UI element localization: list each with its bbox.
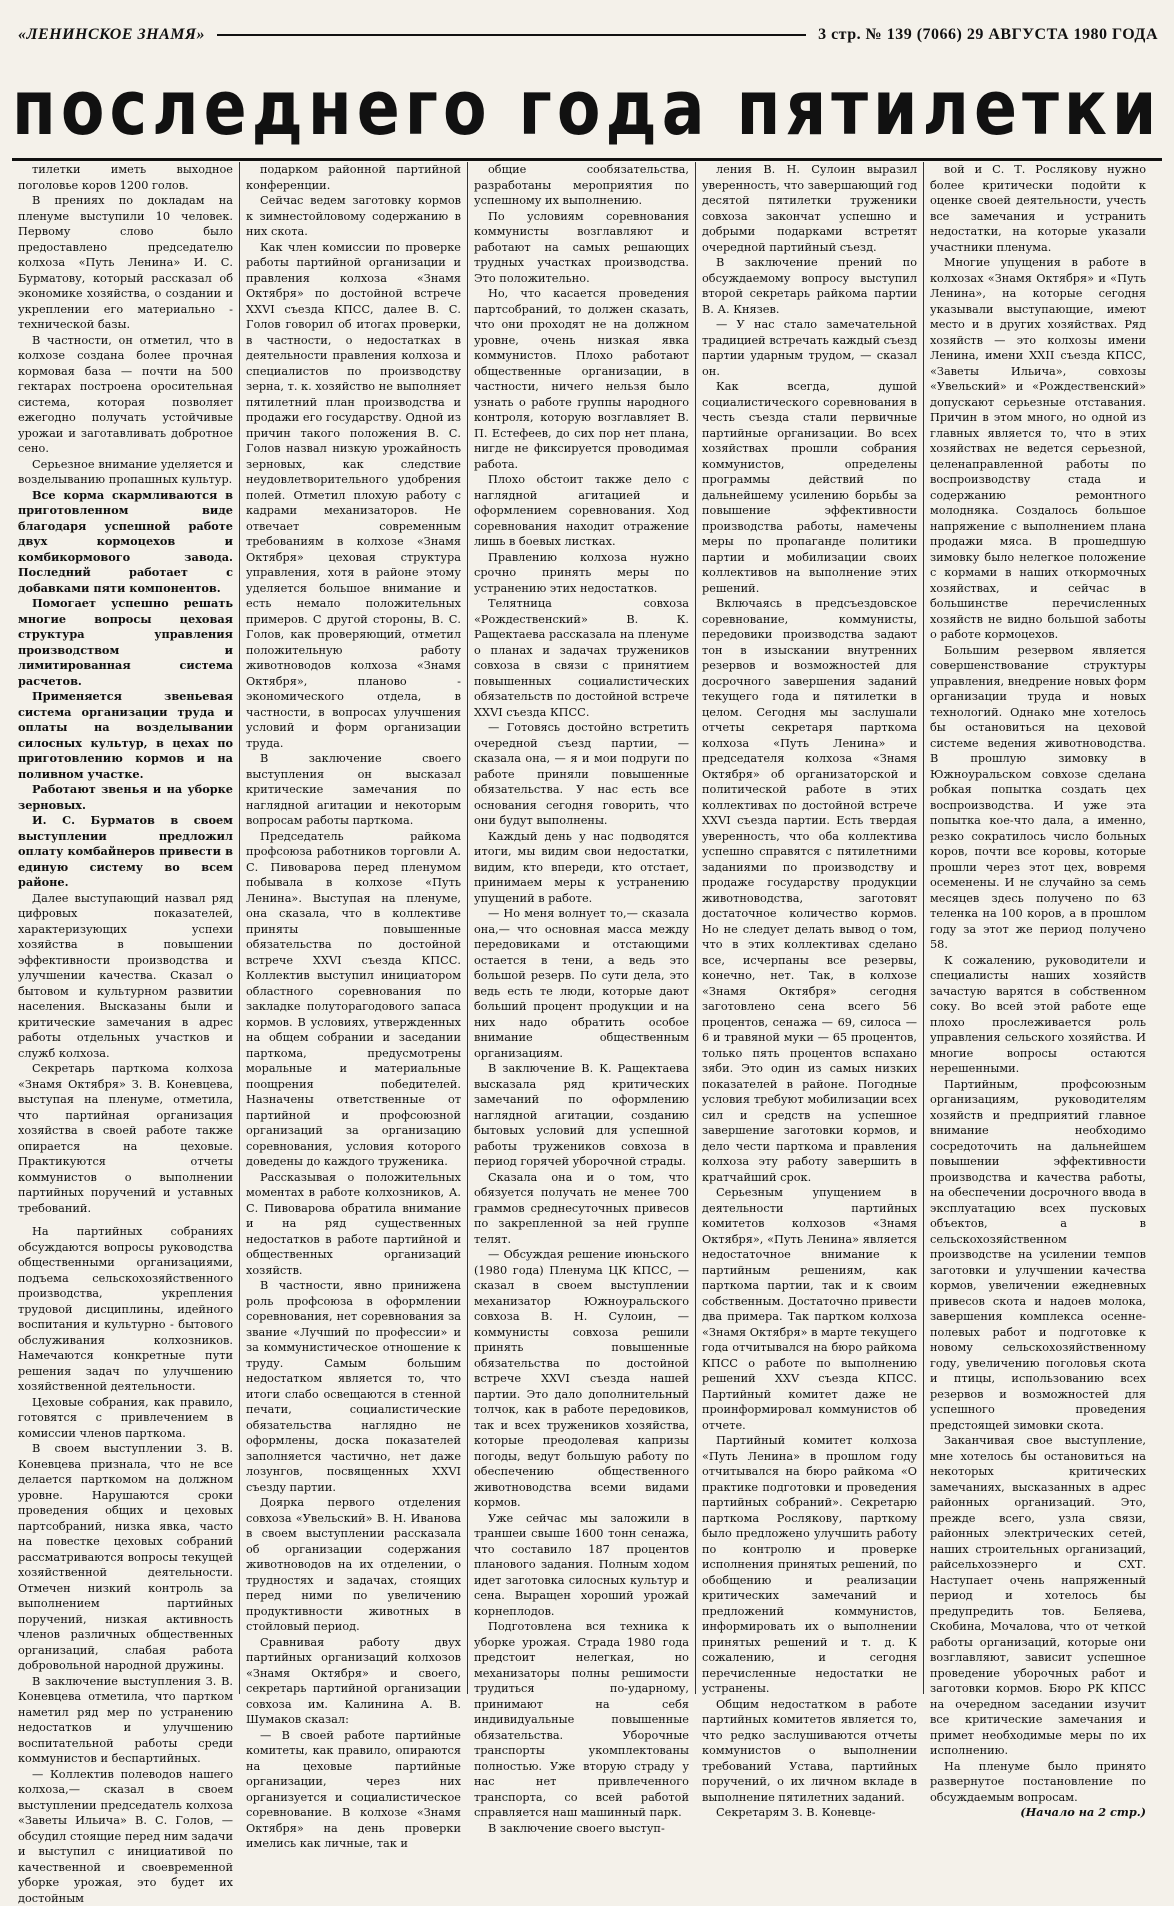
paragraph: (Начало на 2 стр.) (930, 1805, 1146, 1821)
paragraph: Серьезное внимание уделяется и возделыванию пропашных культур. (18, 457, 233, 488)
paragraph: вой и С. Т. Рослякову нужно более критически подойти к оценке своей деятельности, учесть все замечания и устранить недостатки, на которые указали участники пленума. (930, 162, 1146, 255)
paragraph: Рассказывая о положительных моментах в работе колхозников, А. С. Пивоварова обратила внимание и на ряд существенных недостатков в работе партийной и общественных организаций хозяйств. (246, 1170, 461, 1279)
paragraph: — Коллектив полеводов нашего колхоза,— сказал в своем выступлении председатель колхоза «Заветы Ильича» В. С. Голов, — обсудил стоящие перед ним задачи и выступил с инициативой по качественной и своевременной уборке урожая, это будет их достойным (18, 1767, 233, 1906)
paragraph: Уже сейчас мы заложили в траншеи свыше 1600 тонн сенажа, что составило 187 процентов планового задания. Полным ходом идет заготовка силосных культур и сена. Выращен хороший урожай корнеплодов. (474, 1511, 689, 1620)
paragraph: В прениях по докладам на пленуме выступили 10 человек. Первому слово было предоставлено председателю колхоза «Путь Ленина» И. С. Бурматову, который рассказал об экономике хозяйства, о создании и укреплении его материально - технической базы. (18, 193, 233, 333)
paragraph: В частности, явно принижена роль профсоюза в оформлении соревнования, нет соревнования за звание «Лучший по профессии» и за коммунистическое отношение к труду. Самым большим недостатком является то, что итоги слабо освещаются в стенной печати, социалистические обязательства наглядно не оформлены, доска показателей заполняется частично, нет даже лозунгов, посвященных XXVI съезду партии. (246, 1278, 461, 1495)
newspaper-name: «ЛЕНИНСКОЕ ЗНАМЯ» (18, 26, 205, 44)
paragraph: Но, что касается проведения партсобраний, то должен сказать, что они проходят не на должном уровне, очень низкая явка коммунистов. Плохо работают общественные организации, в частности, ничего нельзя было узнать о работе группы народного контроля, которую возглавляет В. П. Естефеев, до сих пор нет плана, нигде не фиксируется проводимая работа. (474, 286, 689, 472)
paragraph: Плохо обстоит также дело с наглядной агитацией и оформлением соревнования. Ход соревнования находит отражение лишь в боевых листках. (474, 472, 689, 550)
paragraph: — Обсуждая решение июньского (1980 года) Пленума ЦК КПСС, — сказал в своем выступлении механизатор Южноуральского совхоза В. Н. Сулоин, — коммунисты совхоза решили принять повышенные обязательства по достойной встрече XXVI съезда нашей партии. Это дало дополнительный толчок, как в работе передовиков, так и всех тружеников хозяйства, которые преодолевая капризы погоды, ведут большую работу по обеспечению общественного животноводства всеми видами кормов. (474, 1247, 689, 1511)
paragraph: Далее выступающий назвал ряд цифровых показателей, характеризующих успехи хозяйства в повышении эффективности производства и улучшении качества. Сказал о бытовом и культурном развитии населения. Высказаны были и критические замечания в адрес работы отдельных участков и служб колхоза. (18, 891, 233, 1062)
paragraph: К сожалению, руководители и специалисты наших хозяйств зачастую варятся в собственном соку. Во всей этой работе еще плохо прослеживается роль управления сельского хозяйства. И многие вопросы остаются нерешенными. (930, 953, 1146, 1077)
paragraph: Сказала она и о том, что обязуется получать не менее 700 граммов среднесуточных привесов по закрепленной за ней группе телят. (474, 1170, 689, 1248)
paragraph: ления В. Н. Сулоин выразил уверенность, что завершающий год десятой пятилетки труженики совхоза закончат успешно и добрыми подарками встретят очередной партийный съезд. (702, 162, 917, 255)
header-rule (217, 34, 806, 36)
paragraph: Секретарям З. В. Коневце- (702, 1805, 917, 1821)
text-column-1 (12, 162, 240, 1694)
text-column-4 (696, 162, 924, 1694)
paragraph: Как всегда, душой социалистического соревнования в честь съезда стали первичные партийные организации. Во всех хозяйствах прошли собрания коммунистов, определены программы действий по дальнейшему усилению борьбы за повышение эффективности производства работы, намечены меры по пропаганде политики партии и мобилизации своих коллективов на выполнение этих решений. (702, 379, 917, 596)
paragraph: Работают звенья и на уборке зерновых. (18, 782, 233, 813)
paragraph: — В своей работе партийные комитеты, как правило, опираются на цеховые партийные организации, через них организуется и социалистическое соревнование. В колхозе «Знамя Октября» на день проверки имелись как личные, так и (246, 1728, 461, 1852)
paragraph: Сейчас ведем заготовку кормов к зимнестойловому содержанию в них скота. (246, 193, 461, 240)
paragraph: Подготовлена вся техника к уборке урожая. Страда 1980 года предстоит нелегкая, но механизаторы полны решимости трудиться по-ударному, принимают на себя индивидуальные повышенные обязательства. Уборочные транспорты укомплектованы полностью. Уже вторую страду у нас нет привлеченного транспорта, со всей работой справляется наш машинный парк. (474, 1619, 689, 1821)
paragraph: Телятница совхоза «Рождественский» В. К. Ращектаева рассказала на пленуме о планах и задачах тружеников совхоза в связи с принятием повышенных социалистических обязательств по достойной встрече XXVI съезда КПСС. (474, 596, 689, 720)
paragraph: Правлению колхоза нужно срочно принять меры по устранению этих недостатков. (474, 550, 689, 597)
paragraph: В заключение В. К. Ращектаева высказала ряд критических замечаний по оформлению наглядной агитации, созданию бытовых условий для успешной работы тружеников совхоза в период горячей уборочной страды. (474, 1061, 689, 1170)
paragraph: — Но меня волнует то,— сказала она,— что основная масса между передовиками и отстающими остается в тени, а ведь это большой резерв. По сути дела, это ведь есть те люди, которые дают больший процент продукции и на них надо обратить особое внимание общественным организациям. (474, 906, 689, 1061)
paragraph: Заканчивая свое выступление, мне хотелось бы остановиться на некоторых критических замечаниях, высказанных в адрес районных организаций. Это, прежде всего, узла связи, районных электрических сетей, наших строительных организаций, райсельхозэнерго и СХТ. Наступает очень напряженный период и хотелось бы предупредить тов. Беляева, Скобина, Мочалова, что от четкой работы организаций, которые они возглавляют, зависит успешное проведение уборочных работ и заготовки кормов. Бюро РК КПСС на очередном заседании изучит все критические замечания и примет необходимые меры по их исполнению. (930, 1433, 1146, 1759)
paragraph: Большим резервом является совершенствование структуры управления, внедрение новых форм организации труда и новых технологий. Однако мне хотелось бы остановиться на цеховой системе ведения животноводства. В прошлую зимовку в Южноуральском совхозе сделана робкая попытка создать цех воспроизводства. И уже эта попытка кое-что дала, а именно, резко сократилось число больных коров, почти все коровы, которые прошли через этот цех, вовремя осеменены. И не случайно за семь месяцев здесь получено по 63 теленка на 100 коров, а в прошлом году за этот же период получено 58. (930, 643, 1146, 953)
paragraph: Сравнивая работу двух партийных организаций колхозов «Знамя Октября» и своего, секретарь партийной организации совхоза им. Калинина А. В. Шумаков сказал: (246, 1635, 461, 1728)
paragraph: Многие упущения в работе в колхозах «Знамя Октября» и «Путь Ленина», на которые сегодня указывали выступающие, имеют место и в других хозяйствах. Ряд хозяйств — это колхозы имени Ленина, имени XXII съезда КПСС, «Заветы Ильича», совхозы «Увельский» и «Рождественский» допускают серьезные отставания. Причин в этом много, но одной из главных является то, что в этих хозяйствах не ведется серьезной, целенаправленной работы по воспроизводству стада и содержанию ремонтного молодняка. Создалось большое напряжение с выполнением плана продажи мяса. В прошедшую зимовку было нелегкое положение с кормами в наших откормочных хозяйствах, и сейчас в большинстве перечисленных хозяйств не видно большой заботы о работе кормоцехов. (930, 255, 1146, 643)
paragraph: В своем выступлении З. В. Коневцева признала, что не все делается парткомом на должном уровне. Нарушаются сроки проведения общих и цеховых партсобраний, низка явка, часто на повестке цеховых собраний рассматриваются вопросы текущей хозяйственной деятельности. Отмечен низкий контроль за выполнением партийных поручений, низкая активность членов различных общественных организаций, слабая работа добровольной народной дружины. (18, 1441, 233, 1674)
paragraph: Партийный комитет колхоза «Путь Ленина» в прошлом году отчитывался на бюро райкома «О практике подготовки и проведения партийных собраний». Секретарю парткома Рослякову, парткому было предложено улучшить работу по контролю и проверке исполнения принятых решений, по обобщению и реализации критических замечаний и предложений коммунистов, информировать их о выполнении принятых решений и т. д. К сожалению, и сегодня перечисленные недостатки не устранены. (702, 1433, 917, 1697)
paragraph: В заключение своего выступления он высказал критические замечания по наглядной агитации и некоторым вопросам работы парткома. (246, 751, 461, 829)
paragraph: Председатель райкома профсоюза работников торговли А. С. Пивоварова перед пленумом побывала в колхозе «Путь Ленина». Выступая на пленуме, она сказала, что в коллективе приняты повышенные обязательства по достойной встрече XXVI съезда КПСС. Коллектив выступил инициатором областного соревнования по закладке полуторагодового запаса кормов. В условиях, утвержденных на общем собрании и заседании парткома, предусмотрены моральные и материальные поощрения победителей. Назначены ответственные от партийной и профсоюзной организаций за организацию соревнования, условия которого доведены до каждого труженика. (246, 829, 461, 1170)
paragraph: Как член комиссии по проверке работы партийной организации и правления колхоза «Знамя Октября» по достойной встрече XXVI съезда КПСС, далее В. С. Голов говорил об итогах проверки, в частности, о недостатках в деятельности правления колхоза и специалистов по производству зерна, т. к. хозяйство не выполняет пятилетний план производства и продажи его государству. Одной из причин такого положения В. С. Голов назвал низкую урожайность зерновых, как следствие неудовлетворительного удобрения полей. Отметил плохую работу с кадрами механизаторов. Не отвечает современным требованиям в колхозе «Знамя Октября» цеховая структура управления, хотя в районе этому уделяется большое внимание и есть немало положительных примеров. С другой стороны, В. С. Голов, как проверяющий, отметил положительную работу животноводов колхоза «Знамя Октября», планово - экономического отдела, в частности, в вопросах улучшения условий и форм организации труда. (246, 240, 461, 752)
headline: последнего года пятилетки (12, 58, 972, 158)
issue-info: 3 стр. № 139 (7066) 29 АВГУСТА 1980 ГОДА (818, 26, 1158, 44)
headline-rule (12, 158, 1162, 161)
paragraph: В заключение выступления З. В. Коневцева отметила, что партком наметил ряд мер по устранению недостатков и улучшению воспитательной работы среди коммунистов и беспартийных. (18, 1674, 233, 1767)
paragraph: подарком районной партийной конференции. (246, 162, 461, 193)
running-header (18, 22, 1158, 48)
paragraph: Цеховые собрания, как правило, готовятся с привлечением в комиссии членов парткома. (18, 1395, 233, 1442)
paragraph: Помогает успешно решать многие вопросы цеховая структура управления производством и лимитированная система расчетов. (18, 596, 233, 689)
paragraph: В заключение прений по обсуждаемому вопросу выступил второй секретарь райкома партии В. А. Князев. (702, 255, 917, 317)
text-column-5 (924, 162, 1152, 1694)
paragraph: Все корма скармливаются в приготовленном виде благодаря успешной работе двух кормоцехов и комбикормового завода. Последний работает с добавками пяти компонентов. (18, 488, 233, 597)
paragraph: — Готовясь достойно встретить очередной съезд партии, — сказала она, — я и мои подруги по работе приняли повышенные обязательства. У нас есть все основания сегодня говорить, что они будут выполнены. (474, 720, 689, 829)
paragraph: На партийных собраниях обсуждаются вопросы руководства общественными организациями, подъема сельскохозяйственного производства, укрепления трудовой дисциплины, идейного воспитания и культурно - бытового обслуживания колхозников. Намечаются конкретные пути решения задач по улучшению хозяйственной деятельности. (18, 1224, 233, 1395)
text-column-3 (468, 162, 696, 1694)
paragraph: Каждый день у нас подводятся итоги, мы видим свои недостатки, видим, кто впереди, кто отстает, принимаем меры к устранению упущений в работе. (474, 829, 689, 907)
paragraph: тилетки иметь выходное поголовье коров 1200 голов. (18, 162, 233, 193)
paragraph: В заключение своего выступ- (474, 1821, 689, 1837)
paragraph: Секретарь парткома колхоза «Знамя Октября» З. В. Коневцева, выступая на пленуме, отметила, что партийная организация хозяйства в своей работе также опирается на цеховые. Практикуются отчеты коммунистов о выполнении партийных поручений и уставных требований. (18, 1061, 233, 1216)
paragraph: И. С. Бурматов в своем выступлении предложил оплату комбайнеров привести в единую систему во всем районе. (18, 813, 233, 891)
paragraph: — У нас стало замечательной традицией встречать каждый съезд партии ударным трудом, — сказал он. (702, 317, 917, 379)
article-columns (12, 162, 1162, 1694)
paragraph: общие сообязательства, разработаны мероприятия по успешному их выполнению. (474, 162, 689, 209)
paragraph: Общим недостатком в работе партийных комитетов является то, что редко заслушиваются отчеты коммунистов о выполнении требований Устава, партийных поручений, о их личном вкладе в выполнение пятилетних заданий. (702, 1697, 917, 1806)
paragraph: По условиям соревнования коммунисты возглавляют и работают на самых решающих трудных участках производства. Это положительно. (474, 209, 689, 287)
paragraph: Доярка первого отделения совхоза «Увельский» В. Н. Иванова в своем выступлении рассказала об организации содержания животноводов на их отделении, о трудностях и задачах, стоящих перед ними по увеличению продуктивности животных в стойловый период. (246, 1495, 461, 1635)
paragraph: Применяется звеньевая система организации труда и оплаты на возделывании силосных культур, в цехах по приготовлению кормов и на поливном участке. (18, 689, 233, 782)
paragraph: В частности, он отметил, что в колхозе создана более прочная кормовая база — почти на 500 гектарах построена оросительная система, которая позволяет ежегодно получать устойчивые урожаи и заготавливать добротное сено. (18, 333, 233, 457)
paragraph: Серьезным упущением в деятельности партийных комитетов колхозов «Знамя Октября», «Путь Ленина» является недостаточное внимание к партийным решениям, как парткома партии, так и к своим собственным. Достаточно привести два примера. Так партком колхоза «Знамя Октября» в марте текущего года отчитывался на бюро райкома КПСС о работе по выполнению решений XXV съезда КПСС. Партийный комитет даже не проинформировал коммунистов об отчете. (702, 1185, 917, 1433)
paragraph: Партийным, профсоюзным организациям, руководителям хозяйств и предприятий главное внимание необходимо сосредоточить на дальнейшем повышении эффективности производства и качества работы, на обеспечении досрочного ввода в эксплуатацию всех пусковых объектов, а в сельскохозяйственном производстве на усилении темпов заготовки и улучшении качества кормов, увеличении ежедневных привесов скота и надоев молока, завершения комплекса осенне-полевых работ и подготовке к новому сельскохозяйственному году, увеличению поголовья скота и птицы, использованию всех резервов и возможностей для успешного проведения предстоящей зимовки скота. (930, 1077, 1146, 1434)
paragraph: На пленуме было принято развернутое постановление по обсуждаемым вопросам. (930, 1759, 1146, 1806)
paragraph: Включаясь в предсъездовское соревнование, коммунисты, передовики производства задают тон в изыскании внутренних резервов и возможностей для досрочного завершения заданий текущего года и пятилетки в целом. Сегодня мы заслушали отчеты секретаря парткома колхоза «Путь Ленина» и председателя колхоза «Знамя Октября» об организаторской и политической работе в этих коллективах по достойной встрече XXVI съезда партии. Есть твердая уверенность, что оба коллектива успешно справятся с пятилетними заданиями по производству и продаже государству продукции животноводства, заготовят достаточное количество кормов. Но не следует делать вывод о том, что в этих коллективах сделано все, исчерпаны все резервы, конечно, нет. Так, в колхозе «Знамя Октября» сегодня заготовлено сена всего 56 процентов, сенажа — 69, силоса — 6 и травяной муки — 65 процентов, только пять процентов вспахано зяби. Это один из самых низких показателей в районе. Погодные условия требуют мобилизации всех сил и средств на успешное завершение заготовки кормов, и дело чести парткома и правления колхоза эту работу завершить в кратчайший срок. (702, 596, 917, 1185)
text-column-2 (240, 162, 468, 1694)
